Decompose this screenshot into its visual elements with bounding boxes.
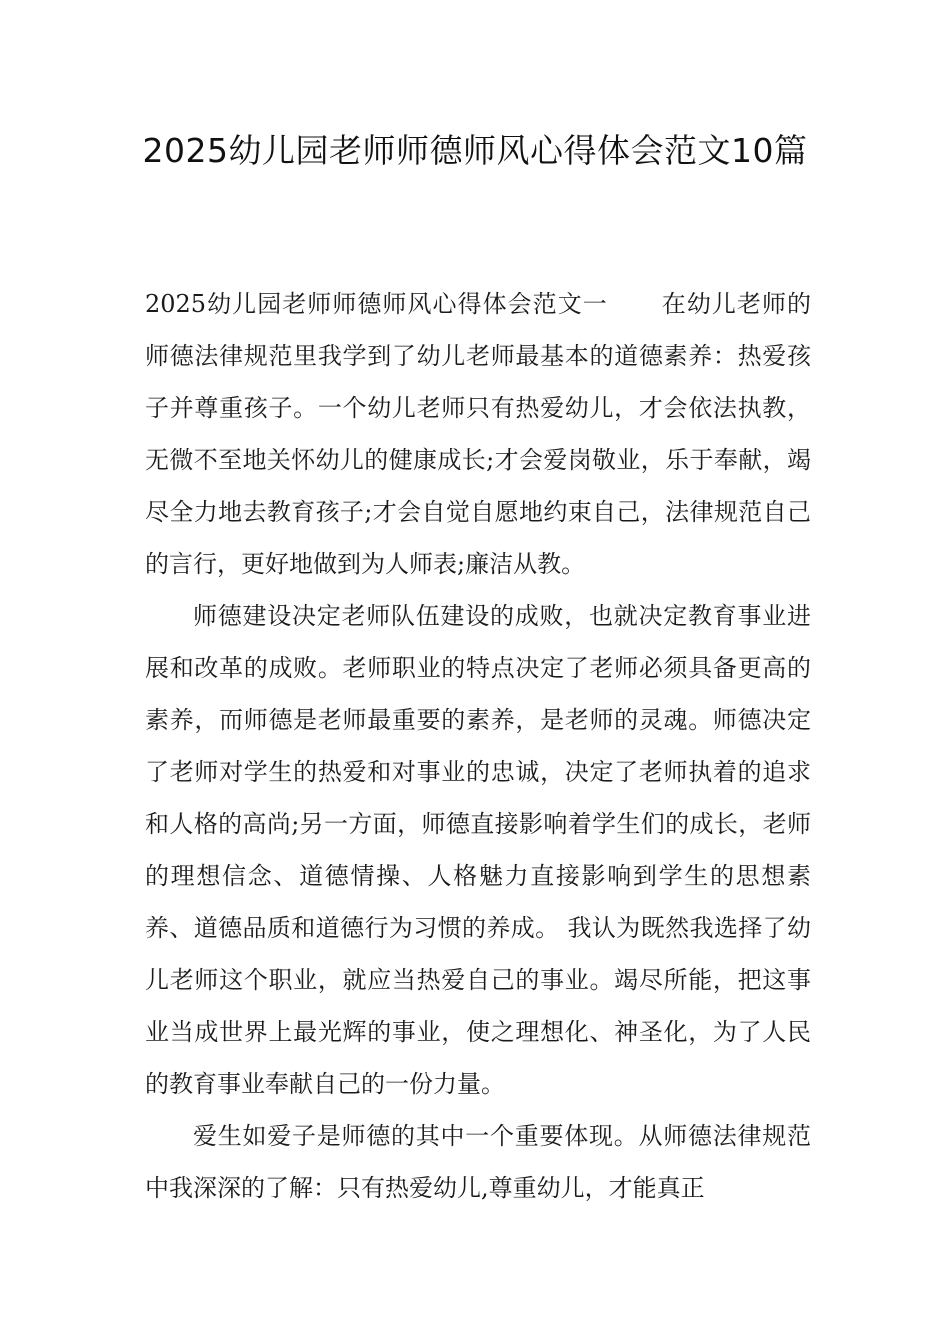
paragraph-1 <box>145 278 811 590</box>
document-title: 2025幼儿园老师师德师风心得体会范文10篇 <box>142 131 808 170</box>
paragraph-3: 爱生如爱子是师德的其中一个重要体现。从师德法律规范中我深深的了解：只有热爱幼儿,尊重幼儿，才能真正 <box>145 1122 811 1202</box>
paragraph-1-text: 在幼儿老师的师德法律规范里我学到了幼儿老师最基本的道德素养：热爱孩子并尊重孩子。一个幼儿老师只有热爱幼儿，才会依法执教，无微不至地关怀幼儿的健康成长;才会爱岗敬业，乐于奉献，竭尽全力地去教育孩子;才会自觉自愿地约束自己，法律规范自己的言行，更好地做到为人师表;廉洁从教。 <box>145 290 812 578</box>
document-body <box>145 278 811 1214</box>
section-heading: 2025幼儿园老师师德师风心得体会范文一 <box>145 290 608 318</box>
paragraph-2: 师德建设决定老师队伍建设的成败，也就决定教育事业进展和改革的成败。老师职业的特点决定了老师必须具备更高的素养，而师德是老师最重要的素养，是老师的灵魂。师德决定了老师对学生的热爱和对事业的忠诚，决定了老师执着的追求和人格的高尚;另一方面，师德直接影响着学生们的成长，老师的理想信念、道德情操、人格魅力直接影响到学生的思想素养、道德品质和道德行为习惯的养成。 我认为既然我选择了幼儿老师这个职业，就应当热爱自己的事业。竭尽所能，把这事业当成世界上最光辉的事业，使之理想化、神圣化，为了人民的教育事业奉献自己的一份力量。 <box>145 602 811 1098</box>
